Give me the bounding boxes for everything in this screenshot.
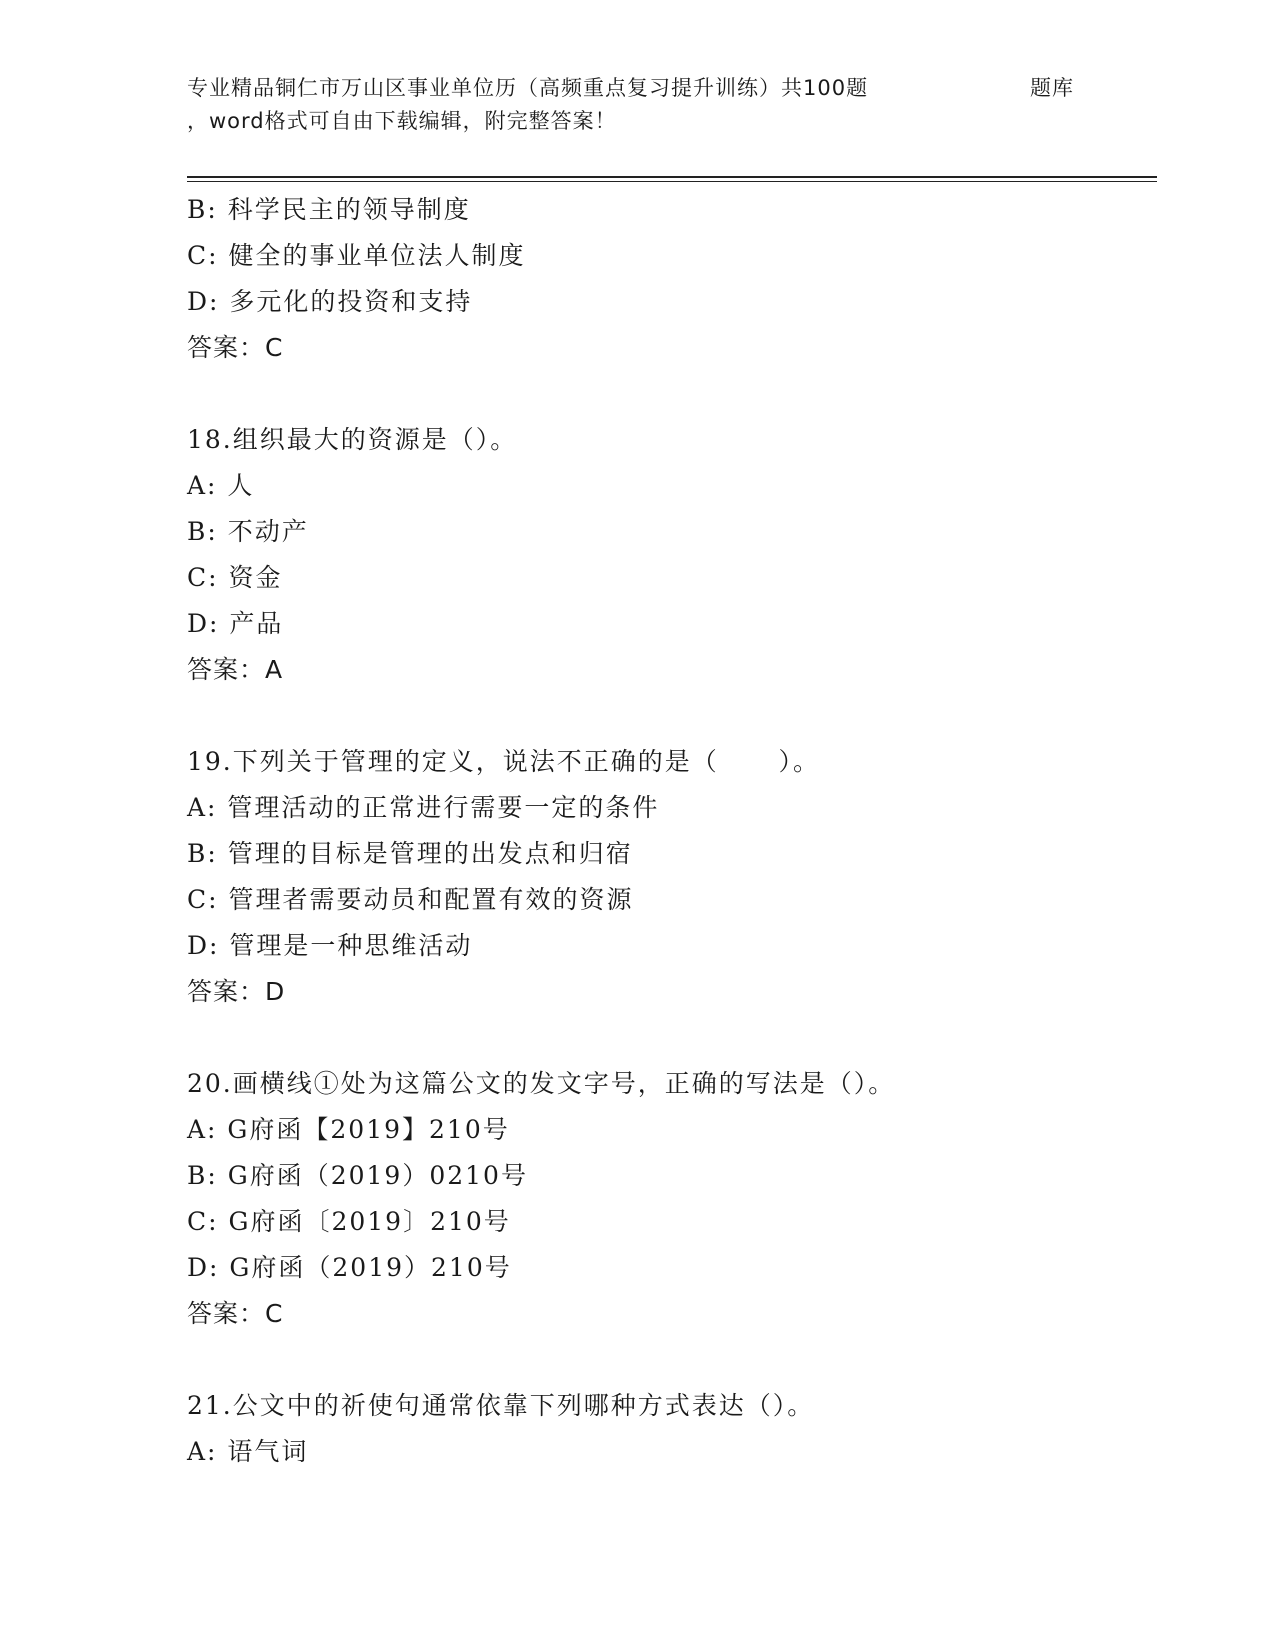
spacer <box>187 693 1157 739</box>
q17-option-d: D: 多元化的投资和支持 <box>187 287 473 316</box>
header-divider-thick <box>187 176 1157 178</box>
q21-question: 21.公文中的祈使句通常依靠下列哪种方式表达（）。 <box>187 1391 815 1420</box>
q20-question: 20.画横线①处为这篇公文的发文字号，正确的写法是（）。 <box>187 1069 896 1098</box>
header-title: 专业精品铜仁市万山区事业单位历（高频重点复习提升训练）共100题 <box>187 76 869 100</box>
q18-question: 18.组织最大的资源是（）。 <box>187 425 518 454</box>
q20-option-d: D: G府函（2019）210号 <box>187 1253 512 1282</box>
spacer <box>187 1337 1157 1383</box>
q18-option-a: A: 人 <box>187 471 255 500</box>
document-header <box>187 72 1157 142</box>
q17-option-b: B: 科学民主的领导制度 <box>187 195 471 224</box>
header-title-suffix: 题库 <box>1030 76 1074 100</box>
q19-option-c: C: 管理者需要动员和配置有效的资源 <box>187 885 634 914</box>
q21-option-a: A: 语气词 <box>187 1437 309 1466</box>
q19-question: 19.下列关于管理的定义，说法不正确的是（ ）。 <box>187 747 820 776</box>
q18-answer: 答案：A <box>187 655 284 684</box>
spacer <box>187 371 1157 417</box>
q20-answer: 答案：C <box>187 1299 284 1328</box>
q18-option-c: C: 资金 <box>187 563 283 592</box>
q20-option-a: A: G府函【2019】210号 <box>187 1115 510 1144</box>
spacer <box>187 1015 1157 1061</box>
header-divider-thin <box>187 181 1157 182</box>
header-subtitle: ，word格式可自由下载编辑，附完整答案！ <box>187 109 617 133</box>
q19-option-a: A: 管理活动的正常进行需要一定的条件 <box>187 793 660 822</box>
q20-option-c: C: G府函〔2019〕210号 <box>187 1207 511 1236</box>
q20-option-b: B: G府函（2019）0210号 <box>187 1161 528 1190</box>
q18-option-b: B: 不动产 <box>187 517 309 546</box>
q19-answer: 答案：D <box>187 977 286 1006</box>
q17-option-c: C: 健全的事业单位法人制度 <box>187 241 526 270</box>
q19-option-b: B: 管理的目标是管理的出发点和归宿 <box>187 839 633 868</box>
question-list <box>187 187 1157 1475</box>
q19-option-d: D: 管理是一种思维活动 <box>187 931 473 960</box>
q17-answer: 答案：C <box>187 333 284 362</box>
q18-option-d: D: 产品 <box>187 609 284 638</box>
